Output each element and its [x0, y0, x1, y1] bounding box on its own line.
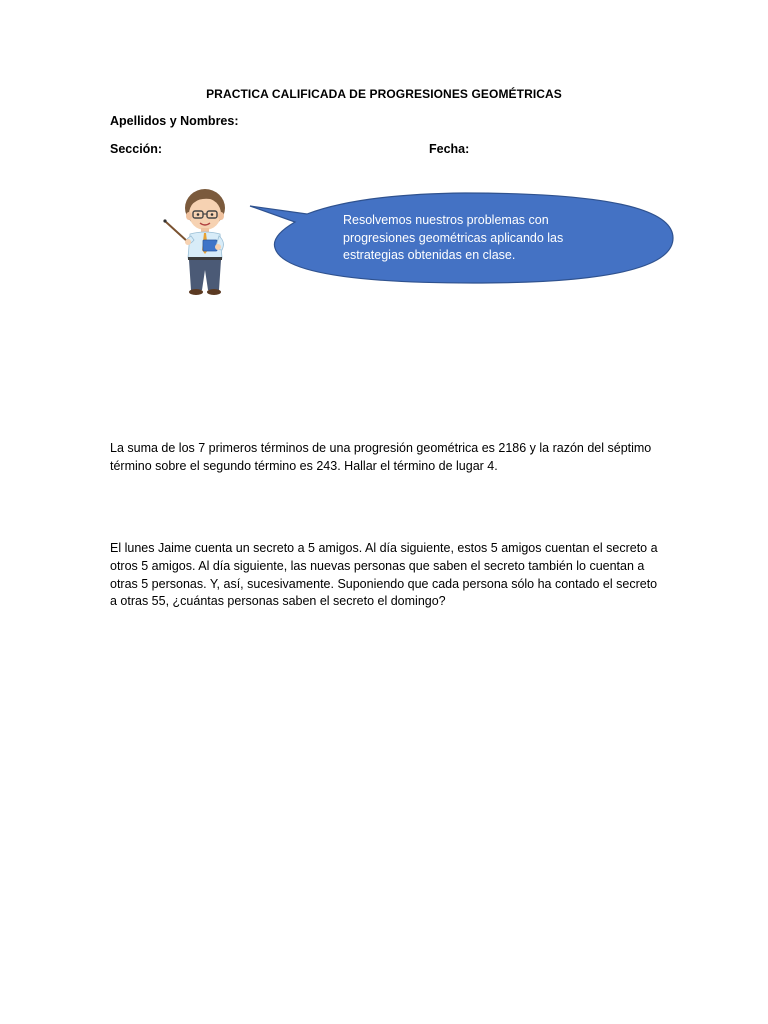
- names-field-label: Apellidos y Nombres:: [110, 114, 239, 128]
- problem-2-text: El lunes Jaime cuenta un secreto a 5 amigos. Al día siguiente, estos 5 amigos cuentan el secreto a otros 5 amigos. Al día siguiente, las nuevas personas que saben el secreto también lo cuentan a otras 5 personas. Y, así, sucesivamente. Suponiendo que cada persona sólo ha contado el secreto a otras 55, ¿cuántas personas saben el secreto el domingo?: [110, 541, 658, 609]
- page-title: PRACTICA CALIFICADA DE PROGRESIONES GEOMÉTRICAS: [206, 87, 562, 101]
- date-field-label: Fecha:: [429, 142, 470, 156]
- teacher-with-pointer-icon: [160, 178, 250, 298]
- problem-1-text: La suma de los 7 primeros términos de una progresión geométrica es 2186 y la razón del séptimo término sobre el segundo término es 243. Hallar el término de lugar 4.: [110, 441, 652, 473]
- section-field-label: Sección:: [110, 142, 163, 156]
- speech-bubble-text: Resolvemos nuestros problemas con progresiones geométricas aplicando las estrategias obtenidas en clase.: [343, 213, 564, 262]
